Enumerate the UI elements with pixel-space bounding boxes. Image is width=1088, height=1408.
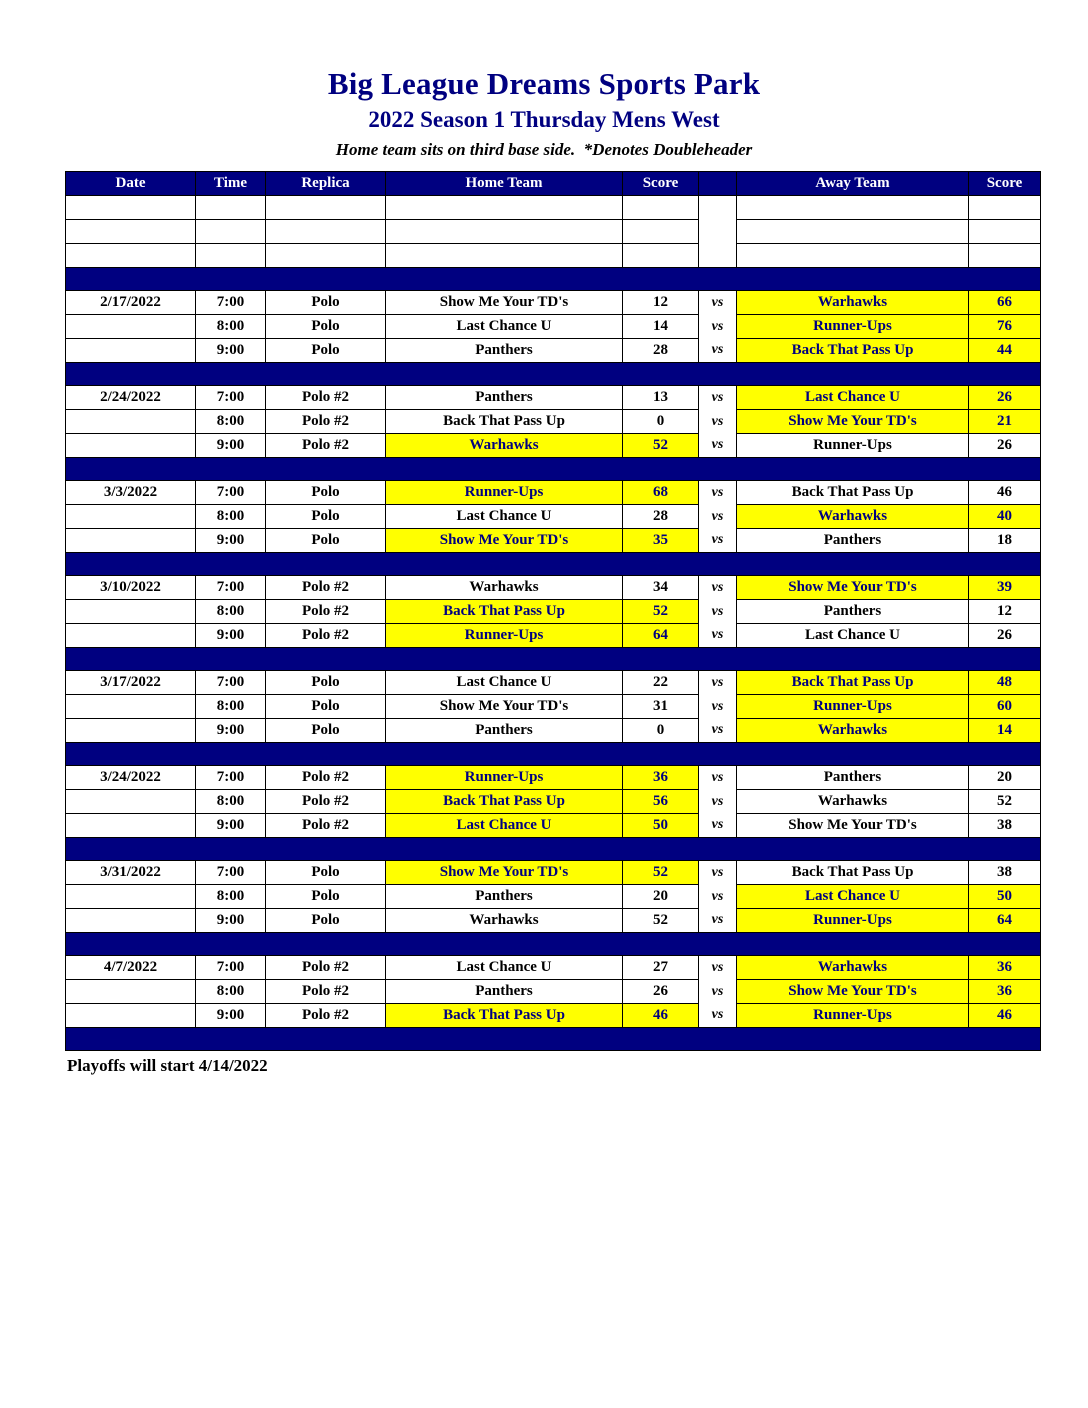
- time-cell: 8:00: [196, 885, 266, 909]
- empty-cell: [266, 220, 386, 244]
- replica-cell: Polo: [266, 291, 386, 315]
- empty-cell: [737, 196, 969, 220]
- home-team-cell: Show Me Your TD's: [386, 529, 623, 553]
- separator-row: [66, 1028, 1041, 1051]
- home-score-cell: 34: [623, 576, 699, 600]
- vs-label: vs: [711, 722, 724, 738]
- away-score-cell: 38: [969, 861, 1041, 885]
- home-score-cell: 28: [623, 339, 699, 363]
- away-score-cell: 26: [969, 434, 1041, 458]
- home-team-cell: Back That Pass Up: [386, 600, 623, 624]
- home-team-note: Home team sits on third base side. *Denotes Doubleheader: [335, 140, 753, 159]
- page-title: Big League Dreams Sports Park: [327, 66, 761, 101]
- away-team-cell: Last Chance U: [737, 386, 969, 410]
- vs-label: vs: [711, 1007, 724, 1023]
- vs-label: vs: [711, 603, 724, 619]
- replica-cell: Polo #2: [266, 624, 386, 648]
- replica-cell: Polo #2: [266, 766, 386, 790]
- header-cell-away-team: Away Team: [737, 172, 969, 196]
- away-team-cell: Back That Pass Up: [737, 671, 969, 695]
- empty-cell: [699, 196, 737, 220]
- vs-label: vs: [711, 817, 724, 833]
- empty-cell: [196, 220, 266, 244]
- separator-row: [66, 933, 1041, 956]
- header-cell-replica: Replica: [266, 172, 386, 196]
- game-row: [66, 339, 1041, 363]
- time-cell: 7:00: [196, 671, 266, 695]
- away-score-cell: 36: [969, 956, 1041, 980]
- vs-label: vs: [711, 674, 724, 690]
- home-score-cell: 12: [623, 291, 699, 315]
- away-team-cell: Warhawks: [737, 505, 969, 529]
- home-team-cell: Show Me Your TD's: [386, 695, 623, 719]
- home-score-cell: 52: [623, 600, 699, 624]
- home-score-cell: 0: [623, 719, 699, 743]
- vs-label: vs: [711, 342, 724, 358]
- date-cell: [66, 695, 196, 719]
- away-team-cell: Last Chance U: [737, 885, 969, 909]
- vs-label: vs: [711, 959, 724, 975]
- home-score-cell: 26: [623, 980, 699, 1004]
- date-cell: [66, 814, 196, 838]
- separator-row: [66, 743, 1041, 766]
- date-cell: [66, 339, 196, 363]
- date-cell: [66, 434, 196, 458]
- vs-label: vs: [711, 484, 724, 500]
- home-score-cell: 27: [623, 956, 699, 980]
- time-cell: 9:00: [196, 814, 266, 838]
- empty-cell: [969, 196, 1041, 220]
- empty-row: [66, 244, 1041, 268]
- game-row: [66, 600, 1041, 624]
- away-team-cell: Runner-Ups: [737, 695, 969, 719]
- time-cell: 9:00: [196, 434, 266, 458]
- separator-bar: [66, 268, 1041, 291]
- date-cell: [66, 624, 196, 648]
- empty-cell: [386, 244, 623, 268]
- away-score-cell: 40: [969, 505, 1041, 529]
- vs-label: vs: [711, 912, 724, 928]
- away-score-cell: 36: [969, 980, 1041, 1004]
- home-score-cell: 22: [623, 671, 699, 695]
- empty-cell: [66, 244, 196, 268]
- vs-label: vs: [711, 508, 724, 524]
- replica-cell: Polo #2: [266, 600, 386, 624]
- away-team-cell: Back That Pass Up: [737, 339, 969, 363]
- time-cell: 7:00: [196, 766, 266, 790]
- vs-label: vs: [711, 318, 724, 334]
- home-team-cell: Last Chance U: [386, 956, 623, 980]
- empty-cell: [386, 220, 623, 244]
- separator-bar: [66, 648, 1041, 671]
- header-cell-time: Time: [196, 172, 266, 196]
- game-row: [66, 624, 1041, 648]
- home-team-cell: Back That Pass Up: [386, 410, 623, 434]
- game-row: [66, 386, 1041, 410]
- date-cell: [66, 909, 196, 933]
- game-row: [66, 719, 1041, 743]
- header-cell-date: Date: [66, 172, 196, 196]
- date-cell: 2/24/2022: [66, 386, 196, 410]
- away-score-cell: 14: [969, 719, 1041, 743]
- replica-cell: Polo: [266, 339, 386, 363]
- separator-bar: [66, 553, 1041, 576]
- home-team-cell: Warhawks: [386, 576, 623, 600]
- empty-cell: [969, 220, 1041, 244]
- vs-label: vs: [711, 579, 724, 595]
- away-team-cell: Warhawks: [737, 291, 969, 315]
- game-row: [66, 291, 1041, 315]
- home-score-cell: 31: [623, 695, 699, 719]
- home-team-cell: Back That Pass Up: [386, 790, 623, 814]
- home-team-cell: Panthers: [386, 719, 623, 743]
- replica-cell: Polo #2: [266, 386, 386, 410]
- schedule-table: [65, 171, 1041, 1051]
- empty-cell: [266, 244, 386, 268]
- game-row: [66, 790, 1041, 814]
- replica-cell: Polo #2: [266, 956, 386, 980]
- separator-row: [66, 553, 1041, 576]
- time-cell: 9:00: [196, 339, 266, 363]
- date-cell: [66, 410, 196, 434]
- away-score-cell: 18: [969, 529, 1041, 553]
- separator-bar: [66, 933, 1041, 956]
- away-score-cell: 52: [969, 790, 1041, 814]
- time-cell: 8:00: [196, 505, 266, 529]
- game-row: [66, 1004, 1041, 1028]
- date-cell: 3/24/2022: [66, 766, 196, 790]
- playoffs-note: Playoffs will start 4/14/2022: [67, 1056, 268, 1075]
- date-cell: [66, 719, 196, 743]
- page-subtitle: 2022 Season 1 Thursday Mens West: [368, 107, 720, 132]
- home-team-cell: Back That Pass Up: [386, 1004, 623, 1028]
- vs-label: vs: [711, 389, 724, 405]
- away-team-cell: Show Me Your TD's: [737, 814, 969, 838]
- away-team-cell: Runner-Ups: [737, 1004, 969, 1028]
- home-score-cell: 52: [623, 909, 699, 933]
- time-cell: 7:00: [196, 576, 266, 600]
- home-score-cell: 52: [623, 434, 699, 458]
- away-score-cell: 20: [969, 766, 1041, 790]
- time-cell: 7:00: [196, 386, 266, 410]
- away-score-cell: 26: [969, 624, 1041, 648]
- away-team-cell: Show Me Your TD's: [737, 576, 969, 600]
- vs-label: vs: [711, 793, 724, 809]
- home-team-cell: Panthers: [386, 885, 623, 909]
- home-score-cell: 0: [623, 410, 699, 434]
- away-team-cell: Panthers: [737, 766, 969, 790]
- time-cell: 9:00: [196, 529, 266, 553]
- replica-cell: Polo: [266, 719, 386, 743]
- away-score-cell: 21: [969, 410, 1041, 434]
- away-team-cell: Back That Pass Up: [737, 481, 969, 505]
- time-cell: 9:00: [196, 909, 266, 933]
- empty-cell: [623, 220, 699, 244]
- home-score-cell: 68: [623, 481, 699, 505]
- empty-cell: [66, 196, 196, 220]
- away-score-cell: 46: [969, 1004, 1041, 1028]
- empty-cell: [699, 244, 737, 268]
- away-team-cell: Show Me Your TD's: [737, 980, 969, 1004]
- game-row: [66, 671, 1041, 695]
- game-row: [66, 315, 1041, 339]
- date-cell: 3/31/2022: [66, 861, 196, 885]
- replica-cell: Polo: [266, 909, 386, 933]
- time-cell: 7:00: [196, 861, 266, 885]
- vs-label: vs: [711, 532, 724, 548]
- time-cell: 9:00: [196, 1004, 266, 1028]
- game-row: [66, 956, 1041, 980]
- away-team-cell: Back That Pass Up: [737, 861, 969, 885]
- replica-cell: Polo #2: [266, 980, 386, 1004]
- replica-cell: Polo: [266, 481, 386, 505]
- date-cell: [66, 600, 196, 624]
- away-score-cell: 12: [969, 600, 1041, 624]
- away-team-cell: Last Chance U: [737, 624, 969, 648]
- away-score-cell: 66: [969, 291, 1041, 315]
- separator-row: [66, 648, 1041, 671]
- home-team-cell: Show Me Your TD's: [386, 291, 623, 315]
- date-cell: [66, 885, 196, 909]
- game-row: [66, 980, 1041, 1004]
- time-cell: 8:00: [196, 980, 266, 1004]
- separator-bar: [66, 458, 1041, 481]
- header-cell-score: Score: [623, 172, 699, 196]
- empty-cell: [196, 244, 266, 268]
- empty-cell: [737, 244, 969, 268]
- date-cell: [66, 790, 196, 814]
- replica-cell: Polo #2: [266, 790, 386, 814]
- away-score-cell: 60: [969, 695, 1041, 719]
- vs-label: vs: [711, 983, 724, 999]
- away-score-cell: 38: [969, 814, 1041, 838]
- vs-label: vs: [711, 627, 724, 643]
- replica-cell: Polo #2: [266, 814, 386, 838]
- away-team-cell: Panthers: [737, 600, 969, 624]
- home-team-cell: Last Chance U: [386, 505, 623, 529]
- away-team-cell: Warhawks: [737, 790, 969, 814]
- separator-row: [66, 458, 1041, 481]
- replica-cell: Polo #2: [266, 410, 386, 434]
- time-cell: 8:00: [196, 315, 266, 339]
- time-cell: 8:00: [196, 600, 266, 624]
- vs-label: vs: [711, 294, 724, 310]
- home-score-cell: 14: [623, 315, 699, 339]
- date-cell: 3/17/2022: [66, 671, 196, 695]
- home-score-cell: 28: [623, 505, 699, 529]
- replica-cell: Polo: [266, 861, 386, 885]
- away-score-cell: 76: [969, 315, 1041, 339]
- replica-cell: Polo #2: [266, 1004, 386, 1028]
- home-team-cell: Show Me Your TD's: [386, 861, 623, 885]
- empty-row: [66, 196, 1041, 220]
- time-cell: 7:00: [196, 291, 266, 315]
- vs-label: vs: [711, 888, 724, 904]
- header-cell-vs-spacer: [699, 172, 737, 196]
- game-row: [66, 481, 1041, 505]
- empty-cell: [66, 220, 196, 244]
- game-row: [66, 434, 1041, 458]
- away-score-cell: 26: [969, 386, 1041, 410]
- header-cell-score: Score: [969, 172, 1041, 196]
- date-cell: [66, 1004, 196, 1028]
- game-row: [66, 695, 1041, 719]
- date-cell: [66, 980, 196, 1004]
- home-team-cell: Panthers: [386, 339, 623, 363]
- vs-label: vs: [711, 698, 724, 714]
- home-team-cell: Runner-Ups: [386, 481, 623, 505]
- replica-cell: Polo #2: [266, 576, 386, 600]
- away-score-cell: 46: [969, 481, 1041, 505]
- replica-cell: Polo: [266, 695, 386, 719]
- empty-cell: [623, 244, 699, 268]
- header-row: [66, 172, 1041, 196]
- away-team-cell: Warhawks: [737, 719, 969, 743]
- separator-row: [66, 363, 1041, 386]
- separator-row: [66, 268, 1041, 291]
- vs-label: vs: [711, 864, 724, 880]
- replica-cell: Polo: [266, 671, 386, 695]
- time-cell: 8:00: [196, 410, 266, 434]
- empty-cell: [196, 196, 266, 220]
- home-team-cell: Warhawks: [386, 434, 623, 458]
- separator-bar: [66, 743, 1041, 766]
- away-team-cell: Warhawks: [737, 956, 969, 980]
- date-cell: 4/7/2022: [66, 956, 196, 980]
- empty-row: [66, 220, 1041, 244]
- away-team-cell: Runner-Ups: [737, 315, 969, 339]
- empty-cell: [386, 196, 623, 220]
- time-cell: 8:00: [196, 790, 266, 814]
- empty-cell: [266, 196, 386, 220]
- game-row: [66, 529, 1041, 553]
- replica-cell: Polo: [266, 529, 386, 553]
- away-team-cell: Panthers: [737, 529, 969, 553]
- away-team-cell: Runner-Ups: [737, 909, 969, 933]
- home-score-cell: 52: [623, 861, 699, 885]
- home-team-cell: Panthers: [386, 386, 623, 410]
- separator-bar: [66, 838, 1041, 861]
- empty-cell: [969, 244, 1041, 268]
- home-score-cell: 46: [623, 1004, 699, 1028]
- separator-row: [66, 838, 1041, 861]
- game-row: [66, 766, 1041, 790]
- game-row: [66, 576, 1041, 600]
- home-team-cell: Panthers: [386, 980, 623, 1004]
- home-score-cell: 64: [623, 624, 699, 648]
- empty-cell: [699, 220, 737, 244]
- away-team-cell: Show Me Your TD's: [737, 410, 969, 434]
- empty-cell: [737, 220, 969, 244]
- away-score-cell: 39: [969, 576, 1041, 600]
- time-cell: 8:00: [196, 695, 266, 719]
- time-cell: 7:00: [196, 481, 266, 505]
- home-team-cell: Last Chance U: [386, 315, 623, 339]
- vs-label: vs: [711, 769, 724, 785]
- replica-cell: Polo: [266, 505, 386, 529]
- away-score-cell: 44: [969, 339, 1041, 363]
- game-row: [66, 885, 1041, 909]
- date-cell: [66, 505, 196, 529]
- game-row: [66, 505, 1041, 529]
- home-score-cell: 56: [623, 790, 699, 814]
- home-score-cell: 36: [623, 766, 699, 790]
- date-cell: 3/3/2022: [66, 481, 196, 505]
- away-score-cell: 48: [969, 671, 1041, 695]
- date-cell: 3/10/2022: [66, 576, 196, 600]
- header-cell-home-team: Home Team: [386, 172, 623, 196]
- date-cell: [66, 529, 196, 553]
- vs-label: vs: [711, 413, 724, 429]
- separator-bar: [66, 1028, 1041, 1051]
- vs-label: vs: [711, 437, 724, 453]
- game-row: [66, 861, 1041, 885]
- home-score-cell: 13: [623, 386, 699, 410]
- home-team-cell: Last Chance U: [386, 671, 623, 695]
- replica-cell: Polo: [266, 315, 386, 339]
- home-team-cell: Warhawks: [386, 909, 623, 933]
- empty-cell: [623, 196, 699, 220]
- game-row: [66, 814, 1041, 838]
- time-cell: 9:00: [196, 719, 266, 743]
- away-score-cell: 50: [969, 885, 1041, 909]
- date-cell: 2/17/2022: [66, 291, 196, 315]
- time-cell: 9:00: [196, 624, 266, 648]
- home-team-cell: Runner-Ups: [386, 624, 623, 648]
- time-cell: 7:00: [196, 956, 266, 980]
- home-score-cell: 50: [623, 814, 699, 838]
- home-team-cell: Last Chance U: [386, 814, 623, 838]
- home-score-cell: 20: [623, 885, 699, 909]
- away-score-cell: 64: [969, 909, 1041, 933]
- replica-cell: Polo: [266, 885, 386, 909]
- home-team-cell: Runner-Ups: [386, 766, 623, 790]
- separator-bar: [66, 363, 1041, 386]
- home-score-cell: 35: [623, 529, 699, 553]
- date-cell: [66, 315, 196, 339]
- game-row: [66, 909, 1041, 933]
- replica-cell: Polo #2: [266, 434, 386, 458]
- game-row: [66, 410, 1041, 434]
- away-team-cell: Runner-Ups: [737, 434, 969, 458]
